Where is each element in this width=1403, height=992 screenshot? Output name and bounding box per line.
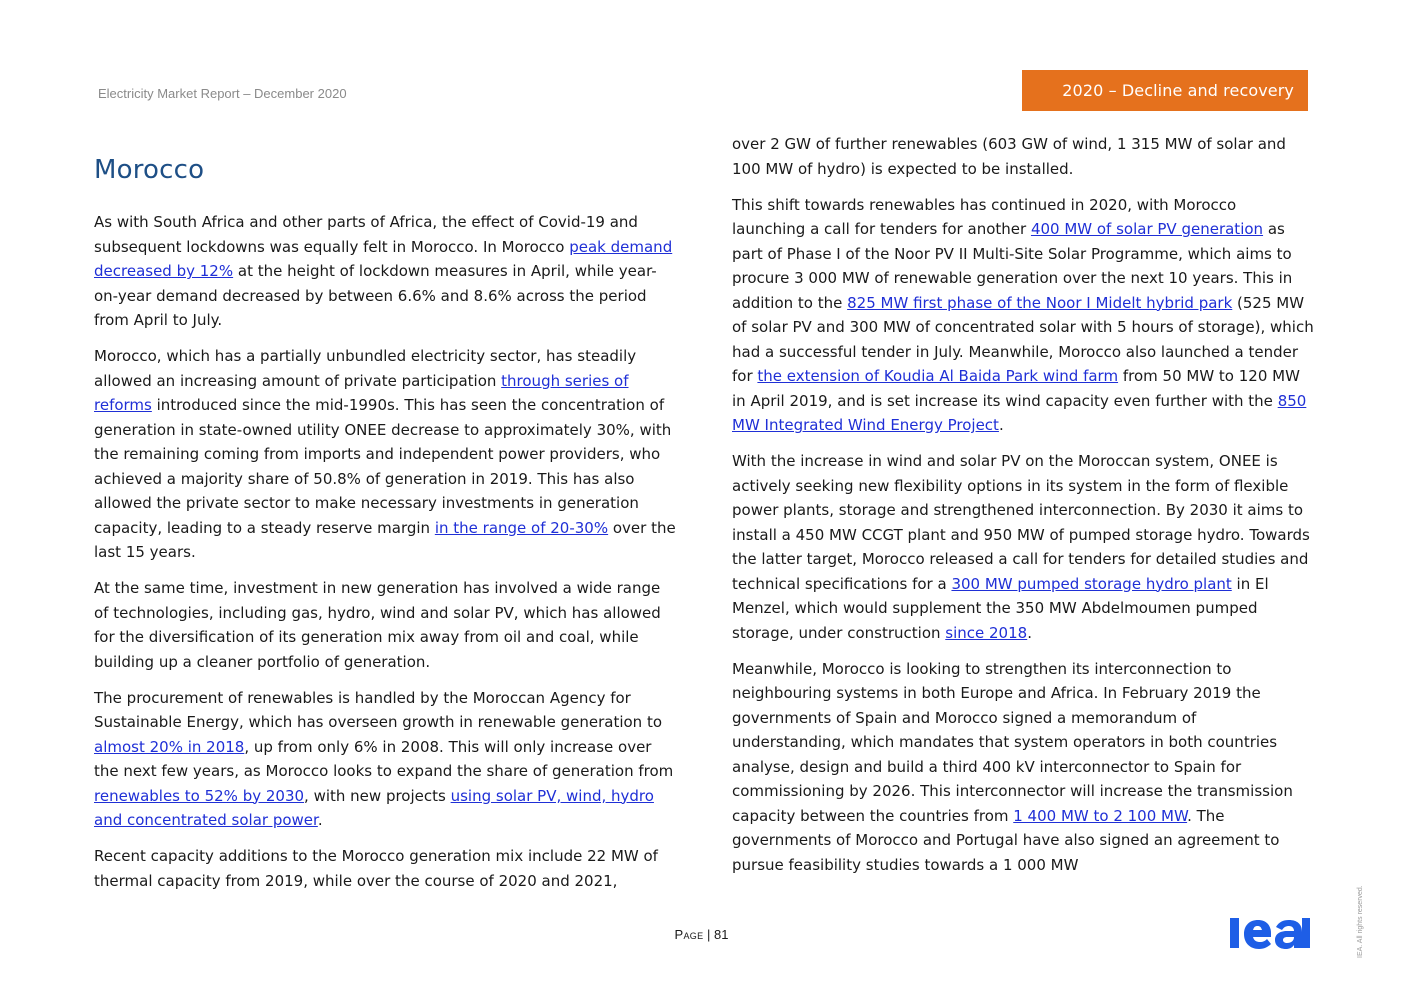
text: , with new projects: [304, 786, 451, 805]
text: With the increase in wind and solar PV on the Moroccan system, ONEE is actively seeking new flexibility options in its system in the form of flexible power plants, storage and strengthened interconnection. By 2030 it aims to install a 450 MW CCGT plant and 950 MW of pumped storage hydro. Towards the latter target, Morocco released a call for tenders for detailed studies and technical specifications for a: [732, 452, 1310, 593]
text: over the last 15 years.: [94, 518, 676, 561]
page-number-value: 81: [714, 927, 729, 942]
running-head: Electricity Market Report – December 2020: [98, 86, 347, 101]
link-since-2018[interactable]: since 2018: [945, 623, 1028, 642]
text: (525 MW of solar PV and 300 MW of concentrated solar with 5 hours of storage), which had a successful tender in July. Meanwhile, Morocco also launched a tender for: [732, 293, 1314, 385]
page-number: [0, 927, 1403, 942]
paragraph-8: [732, 449, 1314, 645]
link-almost-20-percent[interactable]: almost 20% in 2018: [94, 737, 245, 756]
paragraph-6: over 2 GW of further renewables (603 GW of wind, 1 315 MW of solar and 100 MW of hydro) is expected to be installed.: [732, 135, 1286, 178]
text: Morocco, which has a partially unbundled electricity sector, has steadily allowed an increasing amount of private participation: [94, 347, 637, 390]
text: The procurement of renewables is handled by the Moroccan Agency for Sustainable Energy, which has overseen growth in renewable generation to: [94, 688, 663, 731]
link-new-projects[interactable]: using solar PV, wind, hydro and concentrated solar power: [94, 786, 654, 829]
text: Meanwhile, Morocco is looking to strengthen its interconnection to neighbouring systems in both Europe and Africa. In February 2019 the governments of Spain and Morocco signed a memorandum of understanding, which mandates that system operators in both countries analyse, design and build a third 400 kV interconnector to Spain for commissioning by 2026. This interconnector will increase the transmission capacity between the countries from: [732, 659, 1293, 825]
page-label: Page: [674, 927, 704, 942]
paragraph-3: At the same time, investment in new generation has involved a wide range of technologies, including gas, hydro, wind and solar PV, which has allowed for the diversification of its generation mix away from oil and coal, while building up a cleaner portfolio of generation.: [94, 579, 661, 671]
text: introduced since the mid-1990s. This has seen the concentration of generation in state-owned utility ONEE decrease to approximately 30%, with the remaining coming from imports and independent power providers, who achieved a majority share of 50.8% of generation in 2019. This has also allowed the private sector to make necessary investments in generation capacity, leading to a steady reserve margin: [94, 396, 672, 537]
paragraph-5: Recent capacity additions to the Morocco generation mix include 22 MW of thermal capacity from 2019, while over the course of 2020 and 2021,: [94, 847, 658, 890]
text: As with South Africa and other parts of Africa, the effect of Covid-19 and subsequent lockdowns was equally felt in Morocco. In Morocco: [94, 213, 638, 256]
link-reforms[interactable]: through series of reforms: [94, 371, 629, 414]
right-column: [732, 132, 1314, 889]
link-peak-demand[interactable]: peak demand decreased by 12%: [94, 237, 673, 280]
section-tab: 2020 – Decline and recovery: [1022, 70, 1308, 111]
paragraph-1: [94, 210, 676, 333]
text: as part of Phase I of the Noor PV II Multi-Site Solar Programme, which aims to procure 3 000 MW of renewable generation over the next 10 years. This in addition to the: [732, 220, 1293, 312]
text: from 50 MW to 120 MW in April 2019, and is set increase its wind capacity even further with the: [732, 367, 1300, 410]
link-interconnection-capacity[interactable]: 1 400 MW to 2 100 MW: [1013, 806, 1188, 825]
link-400mw-solar[interactable]: 400 MW of solar PV generation: [1030, 220, 1264, 238]
text: .: [998, 416, 1004, 434]
page-title: Morocco: [94, 155, 205, 185]
link-koudia-al-baida[interactable]: the extension of Koudia Al Baida Park wind farm: [757, 367, 1119, 385]
link-noor-midelt[interactable]: 825 MW first phase of the Noor I Midelt hybrid park: [847, 293, 1233, 312]
paragraph-4: [94, 686, 676, 833]
link-reserve-margin[interactable]: in the range of 20-30%: [434, 518, 609, 537]
text: .: [1027, 623, 1032, 642]
paragraph-9: [732, 657, 1314, 878]
text: .: [317, 811, 323, 829]
paragraph-2: [94, 344, 676, 565]
link-pumped-storage[interactable]: 300 MW pumped storage hydro plant: [951, 574, 1232, 593]
iea-logo-icon: [1230, 914, 1310, 950]
paragraph-7: [732, 193, 1314, 438]
text: in El Menzel, which would supplement the 350 MW Abdelmoumen pumped storage, under construction: [732, 574, 1269, 642]
page-separator: |: [703, 927, 715, 942]
text: , up from only 6% in 2008. This will only increase over the next few years, as Morocco looks to expand the share of generation from: [94, 737, 674, 780]
rights-notice: IEA. All rights reserved.: [1357, 885, 1364, 958]
link-850mw-wind[interactable]: 850 MW Integrated Wind Energy Project: [732, 391, 1307, 434]
text: This shift towards renewables has continued in 2020, with Morocco launching a call for tenders for another: [732, 195, 1237, 238]
text: . The governments of Morocco and Portugal have also signed an agreement to pursue feasibility studies towards a 1 000 MW: [732, 806, 1280, 874]
text: at the height of lockdown measures in April, while year-on-year demand decreased by between 6.6% and 8.6% across the period from April to July.: [94, 262, 657, 329]
link-renewables-52-percent[interactable]: renewables to 52% by 2030: [94, 786, 305, 805]
left-column: [94, 152, 676, 905]
